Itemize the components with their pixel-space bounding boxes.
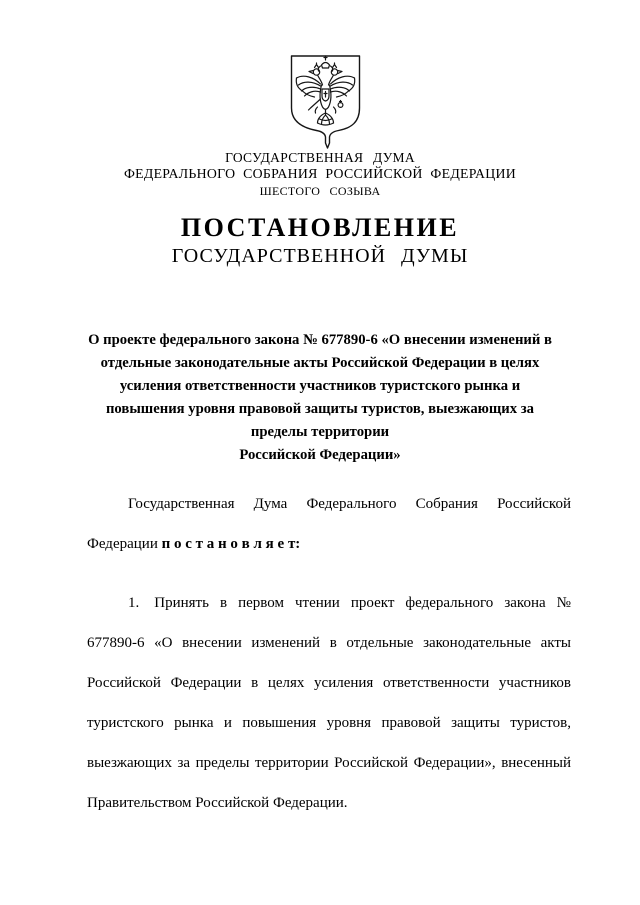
subject-line: отдельные законодательные акты Российской Федерации в целях	[100, 355, 540, 371]
russian-coat-of-arms-icon	[287, 55, 364, 149]
subject-line: усиления ответственности участников туристского рынка и	[119, 378, 521, 394]
lead-paragraph-line1: Государственная Дума Федерального Собрания Российской	[128, 496, 571, 512]
subject-line: повышения уровня правовой защиты туристов, выезжающих за	[105, 401, 535, 417]
document-org-subtitle: ГОСУДАРСТВЕННОЙ ДУМЫ	[171, 245, 469, 267]
document-subject	[60, 329, 580, 467]
lead-paragraph-line2-word: Федерации	[87, 536, 158, 552]
subject-line: Российской Федерации»	[239, 447, 401, 463]
item-number: 1.	[128, 595, 140, 611]
org-name-line1: ГОСУДАРСТВЕННАЯ ДУМА	[225, 150, 415, 165]
document-type-title: ПОСТАНОВЛЕНИЕ	[180, 213, 460, 242]
resolution-lead-paragraph	[87, 484, 571, 564]
item-text: Принять в первом чтении проект федерального закона № 677890-6 «О внесении изменений в отдельные законодательные акты Российской Федерации в целях усиления ответственности участников туристского рынка и повышения уровня правовой защиты туристов, выезжающих за пределы территории Российской Федерации», внесенный Правительством Российской Федерации.	[87, 595, 571, 811]
resolves-word: п о с т а н о в л я е т:	[161, 536, 301, 552]
org-name-line2: ФЕДЕРАЛЬНОГО СОБРАНИЯ РОССИЙСКОЙ ФЕДЕРАЦИИ	[123, 166, 517, 181]
subject-line: пределы территории	[250, 424, 390, 440]
resolution-item-1	[87, 583, 571, 823]
document-body	[87, 484, 571, 823]
org-convocation-line: ШЕСТОГО СОЗЫВА	[259, 184, 381, 198]
subject-line: О проекте федерального закона № 677890-6 «О внесении изменений в	[88, 332, 552, 348]
